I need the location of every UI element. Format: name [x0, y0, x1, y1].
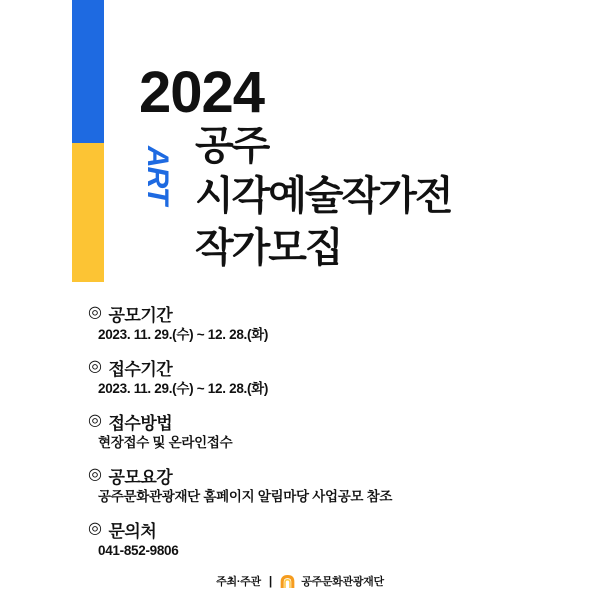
section-heading-row	[88, 409, 548, 433]
section-detail-text: 2023. 11. 29.(수) ~ 12. 28.(화)	[98, 327, 269, 342]
section-heading-label: 접수방법	[108, 413, 173, 433]
footer-divider: |	[268, 574, 273, 588]
section-call-period	[88, 301, 548, 345]
title-city: 공주	[195, 124, 269, 168]
section-detail-text: 공주문화관광재단 홈페이지 알림마당 사업공모 참조	[98, 489, 393, 504]
section-heading-row	[88, 463, 548, 487]
accent-bar	[72, 0, 104, 282]
organization-name: 공주문화관광재단	[301, 576, 384, 588]
section-heading-label: 문의처	[108, 521, 157, 541]
title-event-name: 시각예술작가전	[195, 174, 452, 218]
double-circle-bullet-icon: ◎	[88, 466, 102, 483]
section-detail-text: 현장접수 및 온라인접수	[98, 435, 233, 450]
section-heading-label: 접수기간	[108, 359, 173, 379]
section-heading-row	[88, 355, 548, 379]
double-circle-bullet-icon: ◎	[88, 412, 102, 429]
section-receipt-method	[88, 409, 548, 453]
arch-gate-icon	[280, 575, 295, 588]
section-detail-text: 2023. 11. 29.(수) ~ 12. 28.(화)	[98, 381, 269, 396]
double-circle-bullet-icon: ◎	[88, 520, 102, 537]
section-guidelines	[88, 463, 548, 507]
info-sections	[88, 301, 548, 561]
title-recruit: 작가모집	[195, 226, 342, 270]
title-year: 2024	[139, 60, 265, 125]
footer	[0, 573, 600, 589]
section-heading-label: 공모기간	[108, 305, 173, 325]
section-contact	[88, 517, 548, 561]
double-circle-bullet-icon: ◎	[88, 304, 102, 321]
section-heading-row	[88, 301, 548, 325]
accent-bar-blue-segment	[72, 0, 104, 143]
section-detail-text: 041-852-9806	[98, 543, 179, 558]
section-receipt-period	[88, 355, 548, 399]
accent-bar-yellow-segment	[72, 143, 104, 282]
title-art-vertical: ART	[141, 146, 174, 205]
section-heading-label: 공모요강	[108, 467, 173, 487]
section-heading-row	[88, 517, 548, 541]
host-label: 주최·주관	[216, 576, 261, 588]
double-circle-bullet-icon: ◎	[88, 358, 102, 375]
